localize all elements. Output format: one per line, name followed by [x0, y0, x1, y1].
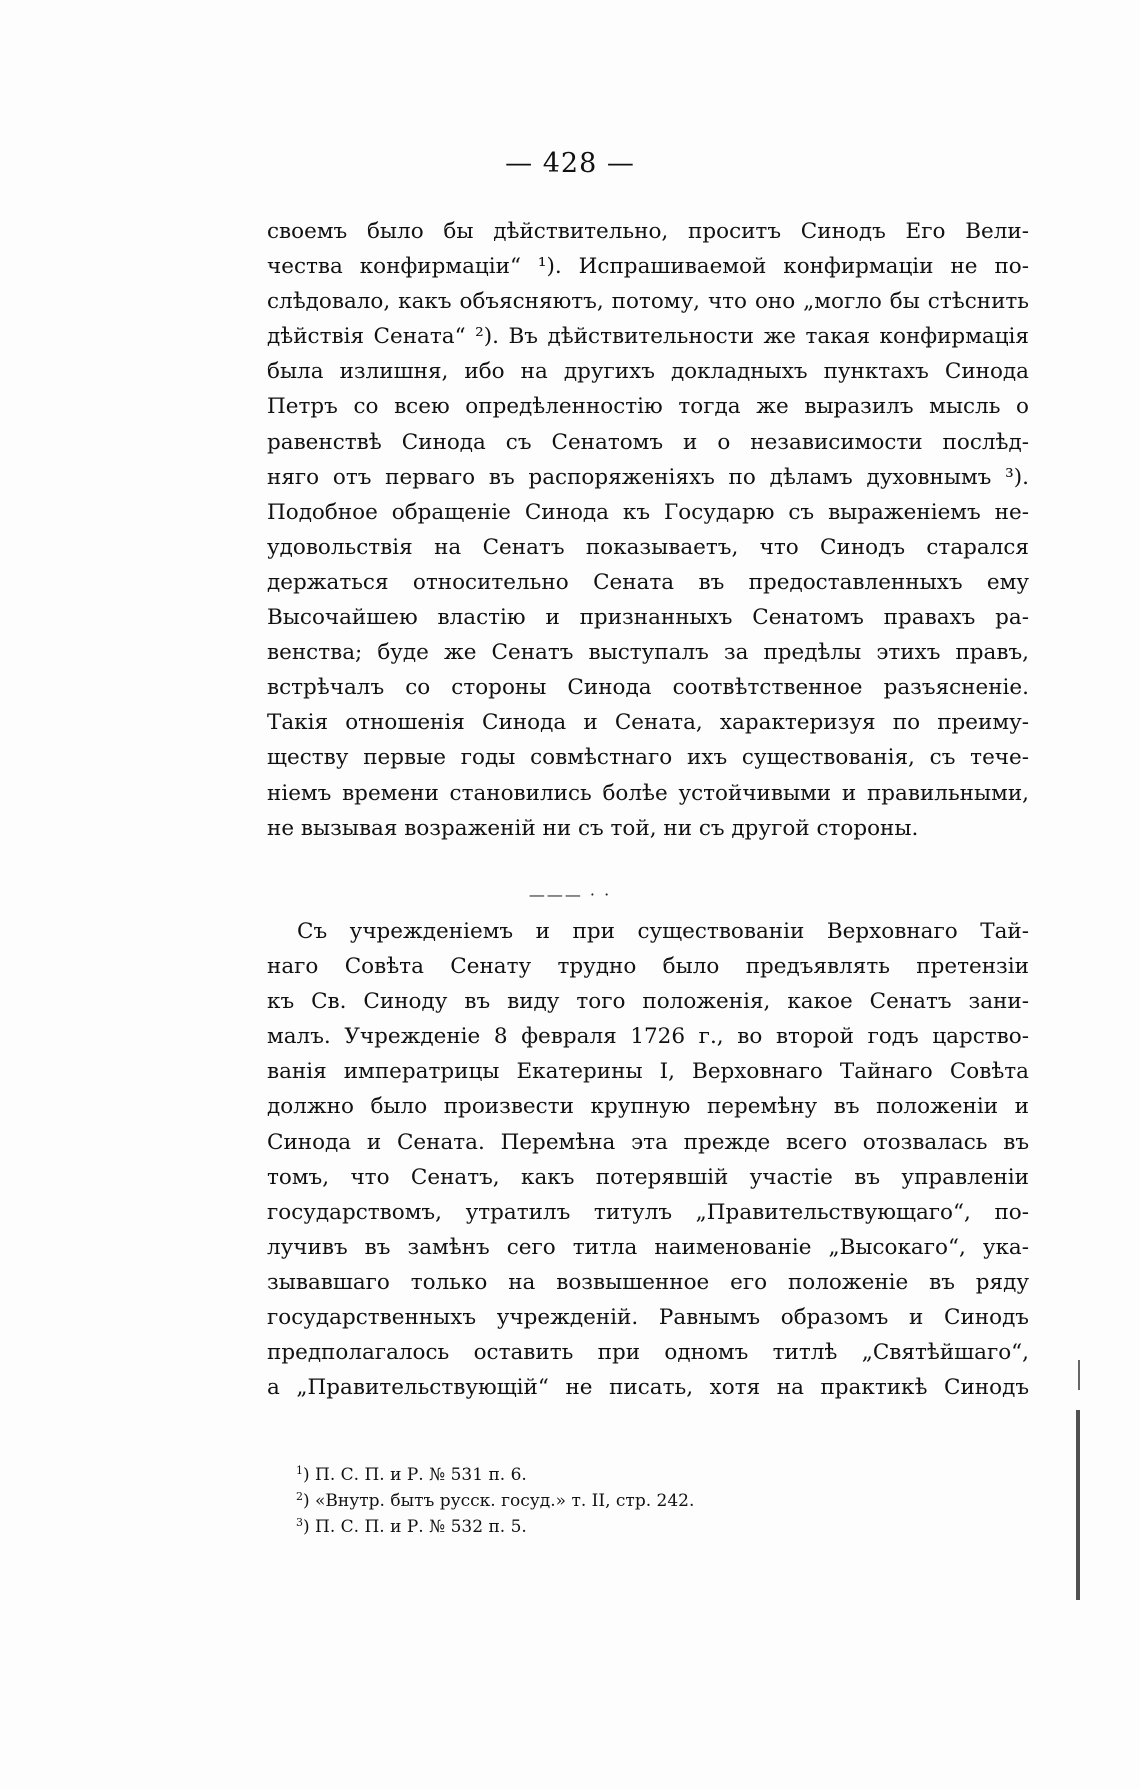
paragraph-2 [267, 914, 1029, 1405]
text-line: няго отъ перваго въ распоряженіяхъ по дѣламъ духовнымъ ³). [267, 464, 1029, 490]
footnote-mark: 1 [296, 1464, 303, 1477]
text-line: зывавшаго только на возвышенное его положеніе въ ряду [267, 1269, 1029, 1295]
footnote [296, 1484, 694, 1510]
text-line: встрѣчалъ со стороны Синода соотвѣтственное разъясненіе. [267, 675, 1029, 701]
text-line: дѣйствія Сената“ ²). Въ дѣйствительности же такая конфирмація [267, 324, 1029, 350]
text-line: Высочайшею властію и признанныхъ Сенатомъ правахъ ра- [267, 605, 1029, 631]
section-divider: ——— · · [528, 885, 612, 904]
text-line: Съ учрежденіемъ и при существованіи Верховнаго Тай- [297, 919, 1029, 944]
footnote-mark: 2 [296, 1490, 303, 1503]
text-line: слѣдовало, какъ объясняютъ, потому, что оно „могло бы стѣснить [267, 289, 1029, 315]
footnote [296, 1458, 694, 1484]
text-line: венства; буде же Сенатъ выступалъ за предѣлы этихъ правъ, [267, 640, 1029, 666]
text-line: ществу первые годы совмѣстнаго ихъ существованія, съ тече- [267, 745, 1029, 771]
text-line: лучивъ въ замѣнъ сего титла наименованіе „Высокаго“, ука- [267, 1234, 1029, 1260]
text-line: равенствѣ Синода съ Сенатомъ и о независимости послѣд- [267, 429, 1029, 455]
text-line: была излишня, ибо на другихъ докладныхъ пунктахъ Синода [267, 359, 1029, 385]
text-line: держаться относительно Сената въ предоставленныхъ ему [267, 569, 1029, 595]
text-line: чества конфирмаціи“ ¹). Испрашиваемой конфирмаціи не по- [267, 254, 1029, 280]
text-line: своемъ было бы дѣйствительно, проситъ Синодъ Его Вели- [267, 219, 1029, 244]
text-line: а „Правительствующій“ не писать, хотя на практикѣ Синодъ [267, 1375, 1029, 1401]
text-line: предполагалось оставить при одномъ титлѣ „Святѣйшаго“, [267, 1340, 1029, 1366]
text-line: должно было произвести крупную перемѣну въ положеніи и [267, 1094, 1029, 1120]
footnote [296, 1510, 694, 1536]
text-line: Такія отношенія Синода и Сената, характеризуя по преиму- [267, 710, 1029, 736]
text-line: Подобное обращеніе Синода къ Государю съ выраженіемъ не- [267, 499, 1029, 525]
text-line: не вызывая возраженій ни съ той, ни съ другой стороны. [267, 815, 919, 841]
text-line: наго Совѣта Сенату трудно было предъявлять претензіи [267, 954, 1029, 980]
footnote-text: ) П. С. П. и Р. № 531 п. 6. [303, 1465, 527, 1485]
text-line: малъ. Учрежденіе 8 февраля 1726 г., во второй годъ царство- [267, 1024, 1029, 1050]
paragraph-1 [267, 214, 1029, 846]
text-line: удовольствія на Сенатъ показываетъ, что Синодъ старался [267, 534, 1029, 560]
text-line: ванія императрицы Екатерины I, Верховнаго Тайнаго Совѣта [267, 1059, 1029, 1085]
footnote-text: ) «Внутр. бытъ русск. госуд.» т. II, стр. 242. [303, 1491, 695, 1511]
scan-edge-mark [1078, 1360, 1080, 1390]
text-line: Петръ со всею опредѣленностію тогда же выразилъ мысль о [267, 394, 1029, 420]
scan-edge-mark [1076, 1410, 1080, 1600]
text-line: Синода и Сената. Перемѣна эта прежде всего отозвалась въ [267, 1129, 1029, 1155]
footnote-text: ) П. С. П. и Р. № 532 п. 5. [303, 1517, 527, 1537]
footnotes [296, 1458, 694, 1536]
text-line: томъ, что Сенатъ, какъ потерявшій участіе въ управленіи [267, 1164, 1029, 1190]
text-line: государственныхъ учрежденій. Равнымъ образомъ и Синодъ [267, 1305, 1029, 1331]
text-line: ніемъ времени становились болѣе устойчивыми и правильными, [267, 780, 1029, 806]
text-line: государствомъ, утратилъ титулъ „Правительствующаго“, по- [267, 1199, 1029, 1225]
page-number: — 428 — [505, 148, 635, 179]
text-line: къ Св. Синоду въ виду того положенія, какое Сенатъ зани- [267, 989, 1029, 1015]
footnote-mark: 3 [296, 1516, 303, 1529]
